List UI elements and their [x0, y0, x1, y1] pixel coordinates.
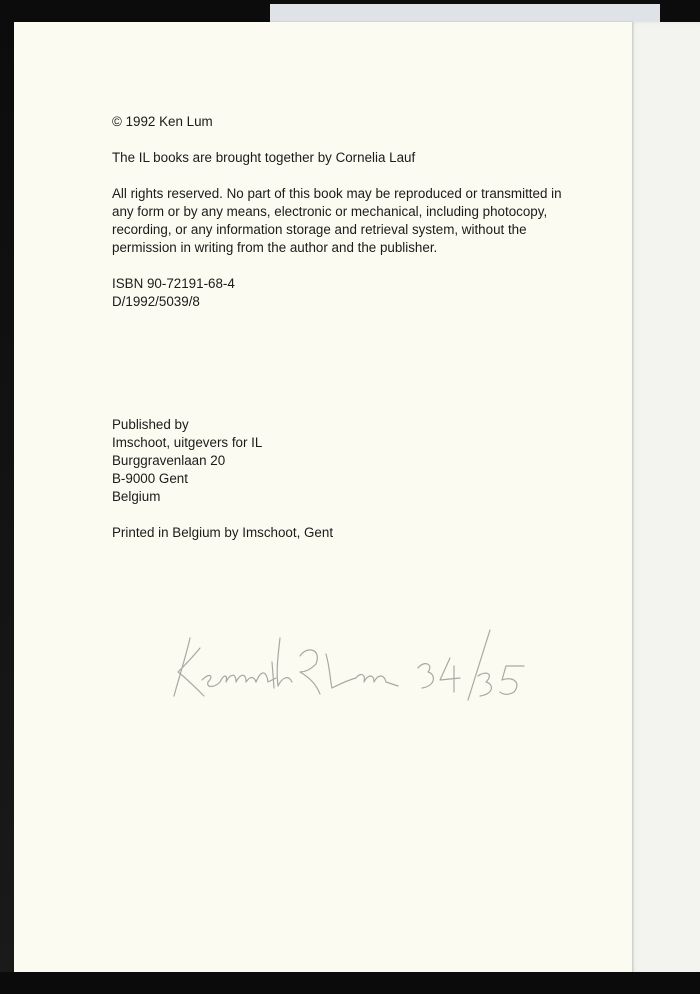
- depot-line: D/1992/5039/8: [112, 294, 200, 309]
- printed-line: Printed in Belgium by Imschoot, Gent: [112, 525, 334, 540]
- editor-line: The IL books are brought together by Cornelia Lauf: [112, 150, 416, 165]
- rights-line-3: recording, or any information storage and retrieval system, without the: [112, 222, 527, 237]
- facing-page-edge: [630, 22, 700, 974]
- published-by-heading: Published by: [112, 417, 189, 432]
- publisher-street: Burggravenlaan 20: [112, 453, 226, 468]
- colophon-page: [14, 22, 632, 972]
- rights-line-4: permission in writing from the author and the publisher.: [112, 240, 438, 255]
- publisher-name: Imschoot, uitgevers for IL: [112, 435, 263, 450]
- publisher-country: Belgium: [112, 489, 161, 504]
- publisher-city: B-9000 Gent: [112, 471, 188, 486]
- handwritten-signature: [160, 608, 540, 708]
- rights-line-2: any form or by any means, electronic or mechanical, including photocopy,: [112, 204, 548, 219]
- copyright-line: © 1992 Ken Lum: [112, 114, 213, 129]
- rights-line-1: All rights reserved. No part of this book may be reproduced or transmitted in: [112, 186, 562, 201]
- isbn-line: ISBN 90-72191-68-4: [112, 276, 235, 291]
- scanner-bottom-strip: [0, 972, 700, 994]
